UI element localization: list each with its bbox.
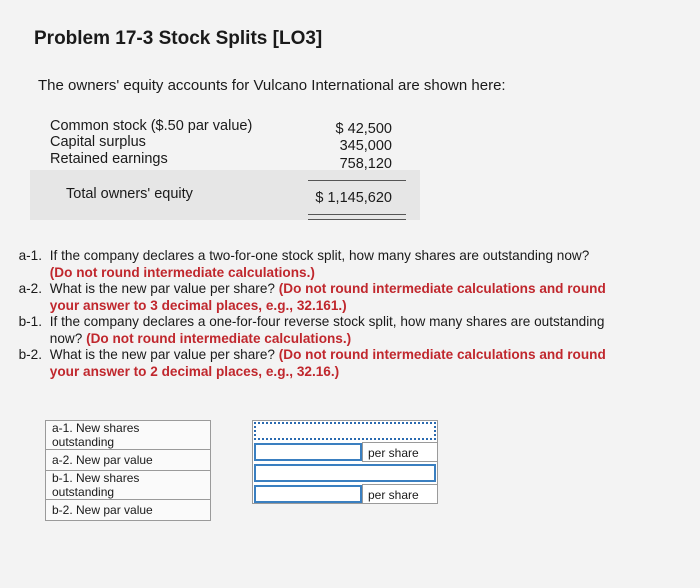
answer-table xyxy=(45,420,211,521)
question-b2-note: (Do not round intermediate calculations and round your answer to 2 decimal places, e.g., 32.16.) xyxy=(49,347,606,379)
question-b2-id: b-2. xyxy=(18,347,42,362)
answer-input-a1[interactable] xyxy=(254,422,436,440)
equity-value-common-stock: $ 42,500 xyxy=(335,121,392,137)
problem-title: Problem 17-3 Stock Splits [LO3] xyxy=(34,28,323,49)
answer-label-a2: a-2. New par value xyxy=(46,450,211,471)
question-a2-text: What is the new par value per share? xyxy=(49,281,275,296)
question-a1-text: If the company declares a two-for-one stock split, how many shares are outstanding now? xyxy=(49,248,590,263)
question-b2 xyxy=(0,347,640,380)
question-a1-note: (Do not round intermediate calculations.) xyxy=(49,264,315,280)
answer-input-b1[interactable] xyxy=(254,464,436,482)
question-a2-id: a-2. xyxy=(18,281,42,296)
answer-input-a2[interactable] xyxy=(254,443,362,461)
question-a2-note: (Do not round intermediate calculations and round your answer to 3 decimal places, e.g., 32.161.) xyxy=(49,281,606,313)
equity-label-retained-earnings: Retained earnings xyxy=(50,151,168,167)
answer-label-a1: a-1. New shares outstanding xyxy=(46,421,211,450)
total-double-rule-top xyxy=(308,214,406,215)
question-a2 xyxy=(0,281,640,314)
intro-text: The owners' equity accounts for Vulcano International are shown here: xyxy=(38,77,506,94)
equity-value-retained-earnings: 758,120 xyxy=(339,156,392,172)
equity-value-capital-surplus: 345,000 xyxy=(339,138,392,154)
equity-total-value: $ 1,145,620 xyxy=(315,190,392,206)
question-a1 xyxy=(0,248,640,281)
answer-input-b2[interactable] xyxy=(254,485,362,503)
question-a1-id: a-1. xyxy=(18,248,42,263)
equity-total-label: Total owners' equity xyxy=(66,186,193,202)
question-b1-note: (Do not round intermediate calculations.) xyxy=(86,330,352,346)
question-b1-id: b-1. xyxy=(18,314,42,329)
answer-label-b2: b-2. New par value xyxy=(46,500,211,521)
question-b2-text: What is the new par value per share? xyxy=(49,347,275,362)
subtotal-rule xyxy=(308,180,406,181)
answer-label-b1: b-1. New shares outstanding xyxy=(46,471,211,500)
equity-label-capital-surplus: Capital surplus xyxy=(50,134,146,150)
question-b1-text: If the company declares a one-for-four reverse stock split, how many shares are outstanding now? xyxy=(49,314,605,346)
answer-unit-b2: per share xyxy=(362,484,438,504)
equity-label-common-stock: Common stock ($.50 par value) xyxy=(50,118,253,134)
question-b1 xyxy=(0,314,640,347)
answer-unit-a2: per share xyxy=(362,442,438,462)
total-double-rule-bottom xyxy=(308,219,406,220)
